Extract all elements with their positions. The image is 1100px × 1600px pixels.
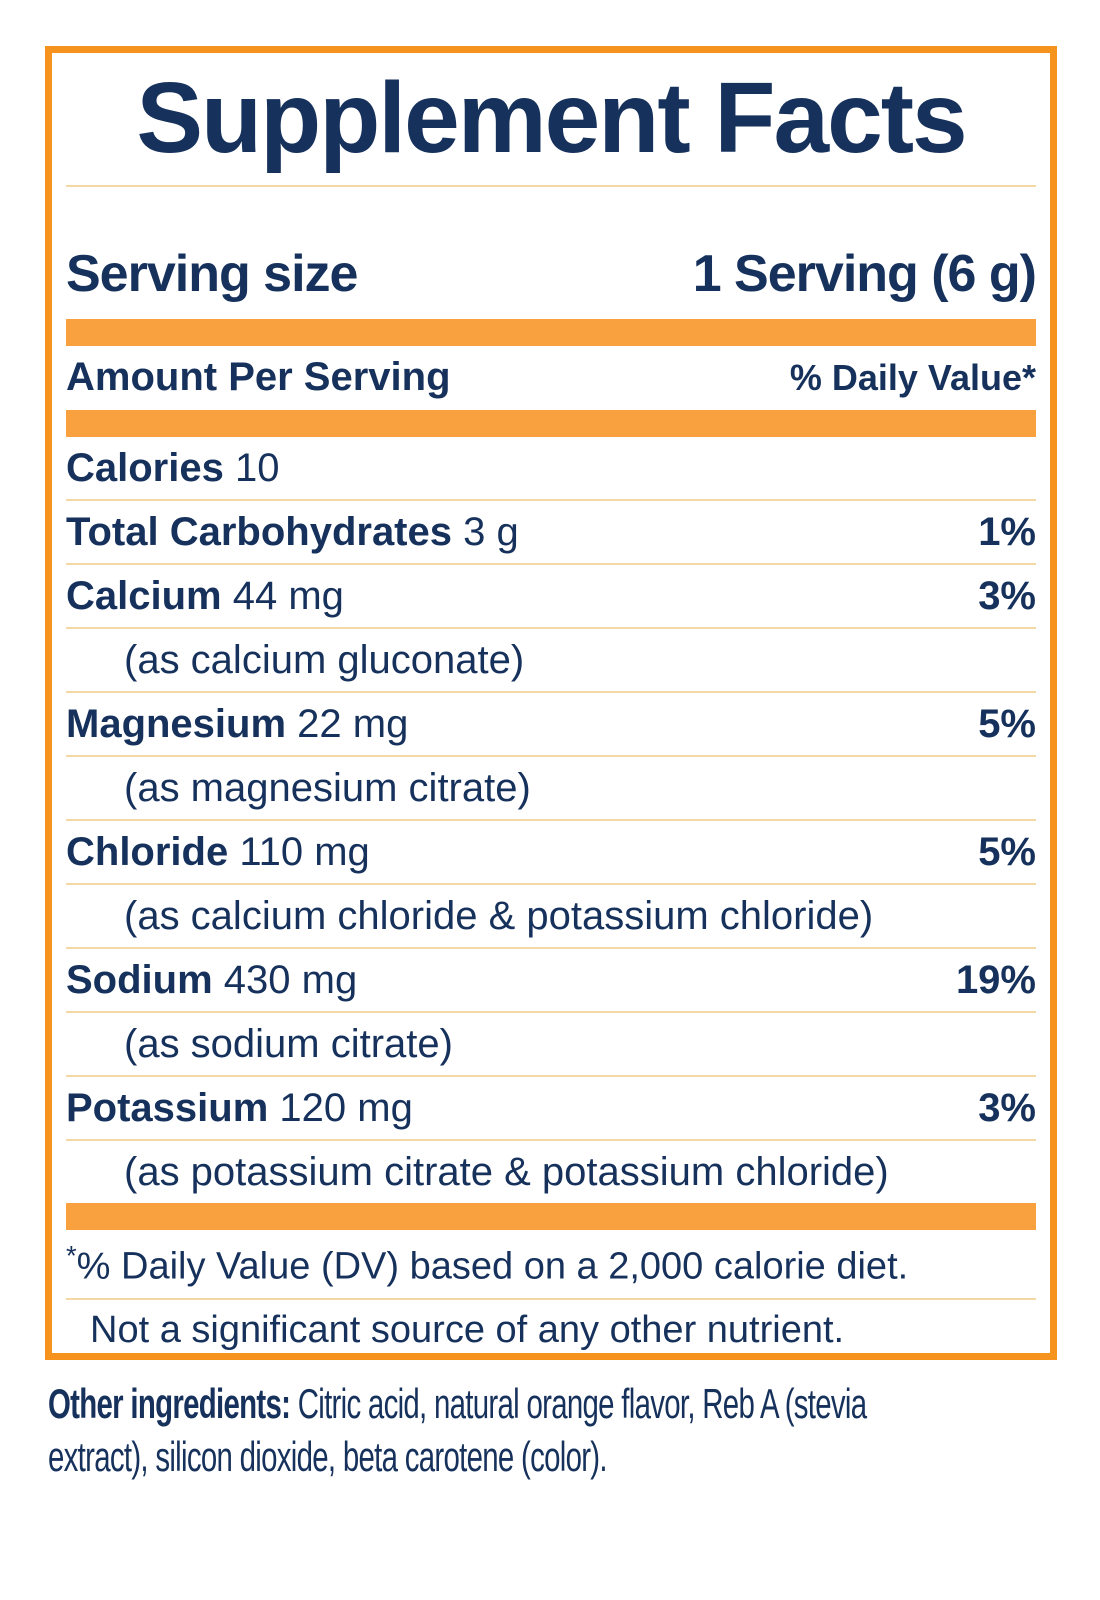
daily-value-percent: 5% xyxy=(978,701,1036,746)
panel-title: Supplement Facts xyxy=(136,62,966,174)
not-significant-note: Not a significant source of any other nutrient. xyxy=(90,1309,845,1352)
other-ingredients-line1: Citric acid, natural orange flavor, Reb A (stevia xyxy=(290,1380,867,1427)
nutrient-name-amount: Chloride 110 mg xyxy=(66,829,370,874)
nutrient-name-amount: Sodium 430 mg xyxy=(66,957,358,1002)
nutrient-source-row xyxy=(66,757,1036,821)
nutrient-row xyxy=(66,437,1036,501)
serving-size-value: 1 Serving (6 g) xyxy=(692,245,1036,303)
orange-separator-bar-bottom xyxy=(66,1203,1036,1230)
nutrient-row xyxy=(66,565,1036,629)
nutrient-source-text: (as calcium gluconate) xyxy=(124,637,525,682)
nutrient-row xyxy=(66,949,1036,1013)
footnote-asterisk: * xyxy=(66,1239,77,1271)
nutrient-name-amount: Magnesium 22 mg xyxy=(66,701,409,746)
daily-value-percent: 5% xyxy=(978,829,1036,874)
daily-value-footnote-text: % Daily Value (DV) based on a 2,000 calorie diet. xyxy=(76,1245,909,1288)
nutrient-source-row xyxy=(66,1013,1036,1077)
orange-separator-bar-top xyxy=(66,319,1036,346)
serving-size-label: Serving size xyxy=(66,245,358,303)
nutrient-source-text: (as potassium citrate & potassium chloride) xyxy=(124,1149,889,1194)
nutrient-name-amount: Calcium 44 mg xyxy=(66,573,344,618)
nutrient-source-row xyxy=(66,1141,1036,1203)
serving-size-row xyxy=(66,245,1036,305)
supplement-facts-panel xyxy=(45,46,1057,1360)
daily-value-percent: 3% xyxy=(978,573,1036,618)
orange-separator-bar-middle xyxy=(66,410,1036,437)
daily-value-percent: 19% xyxy=(955,957,1036,1002)
nutrient-row xyxy=(66,1077,1036,1141)
daily-value-column-label: % Daily Value* xyxy=(789,356,1036,398)
nutrient-rows xyxy=(66,437,1036,1203)
other-ingredients-line2: extract), silicon dioxide, beta carotene (color). xyxy=(48,1432,607,1480)
nutrient-name-amount: Potassium 120 mg xyxy=(66,1085,413,1130)
amount-per-serving-label: Amount Per Serving xyxy=(66,354,451,399)
nutrient-source-row xyxy=(66,885,1036,949)
nutrient-source-text: (as sodium citrate) xyxy=(124,1021,453,1066)
other-ingredients-label: Other ingredients: xyxy=(48,1380,291,1427)
nutrient-name-amount: Total Carbohydrates 3 g xyxy=(66,509,519,554)
nutrient-row xyxy=(66,501,1036,565)
daily-value-footnote xyxy=(66,1230,1036,1298)
nutrient-row xyxy=(66,693,1036,757)
daily-value-percent: 3% xyxy=(978,1085,1036,1130)
nutrient-source-text: (as calcium chloride & potassium chloride) xyxy=(124,893,874,938)
daily-value-percent: 1% xyxy=(978,509,1036,554)
title-divider xyxy=(66,185,1036,187)
nutrient-row xyxy=(66,821,1036,885)
column-header-row xyxy=(66,346,1036,410)
other-ingredients xyxy=(48,1378,1098,1483)
nutrient-source-text: (as magnesium citrate) xyxy=(124,765,531,810)
nutrient-name-amount: Calories 10 xyxy=(66,445,280,490)
nutrient-source-row xyxy=(66,629,1036,693)
